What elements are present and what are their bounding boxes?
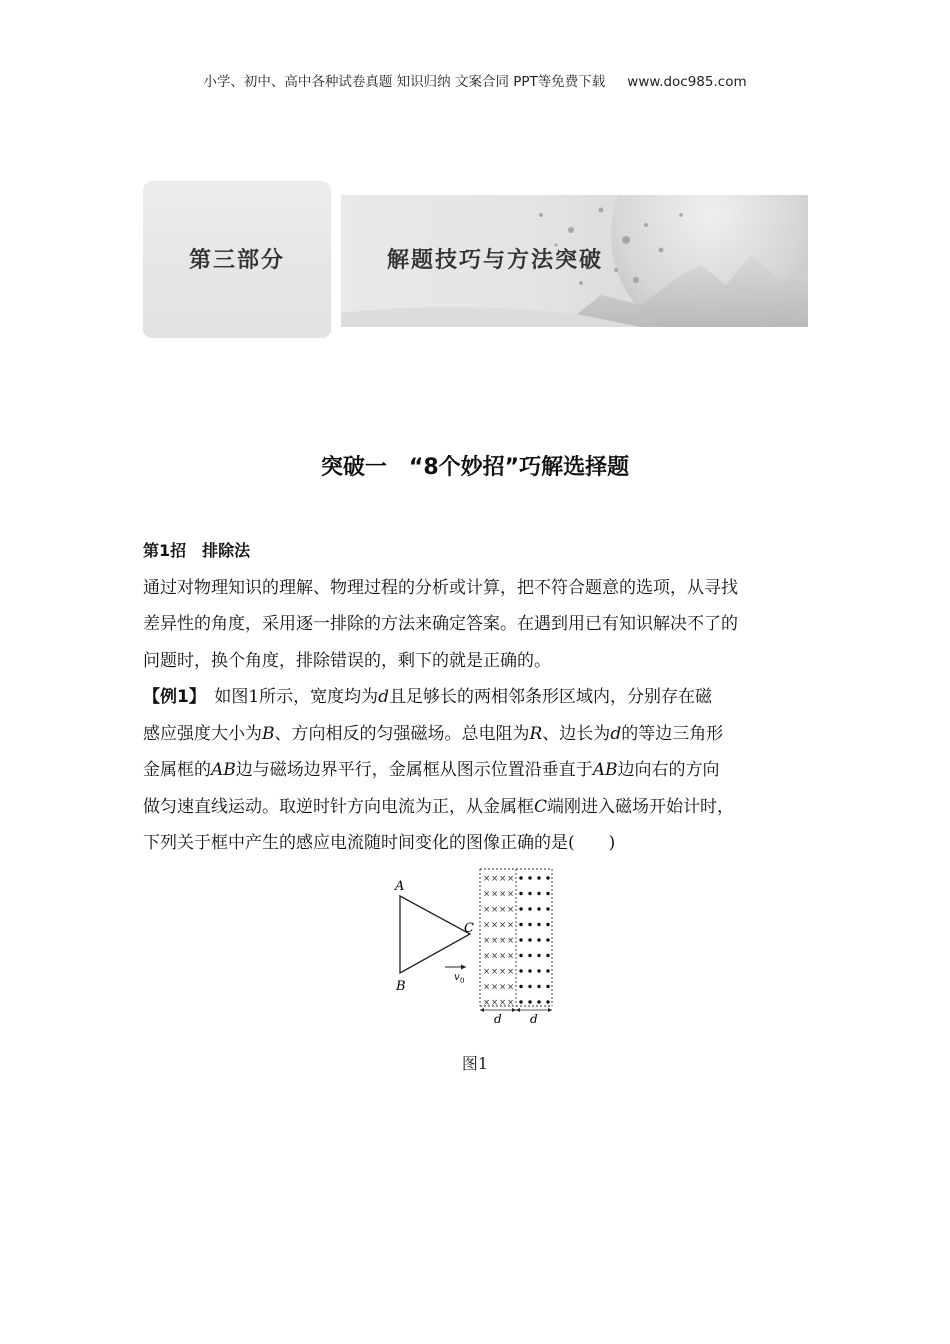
dot-symbol — [528, 923, 531, 926]
figure-1 — [390, 866, 570, 1030]
cross-symbol: × — [483, 874, 491, 884]
dot-symbol — [519, 892, 522, 895]
cross-symbol: × — [507, 967, 515, 977]
cross-symbol: × — [507, 951, 515, 962]
dot-symbol — [546, 969, 549, 972]
cross-symbol: × — [491, 982, 499, 993]
field-out-of-page-dots — [519, 876, 549, 1003]
figure-caption: 图1 — [461, 1054, 489, 1073]
example-line-1 — [143, 679, 823, 716]
triangle-frame — [400, 896, 470, 973]
example-text: 端刚进入磁场开始计时， — [547, 796, 735, 817]
dot-symbol — [537, 907, 540, 910]
dot-symbol — [546, 1000, 549, 1003]
label-A: A — [395, 879, 405, 894]
cross-symbol: × — [483, 905, 491, 915]
dot-symbol — [546, 985, 549, 988]
dot-symbol — [537, 985, 540, 988]
dot-symbol — [537, 969, 540, 972]
cross-symbol: × — [507, 874, 515, 884]
dot-symbol — [546, 954, 549, 957]
dot-symbol — [537, 1000, 540, 1003]
cross-symbol: × — [507, 920, 515, 931]
field-into-page-crosses — [483, 874, 514, 1008]
var-AB: AB — [211, 760, 236, 780]
cross-symbol: × — [507, 982, 515, 993]
dot-symbol — [546, 876, 549, 879]
dot-symbol — [537, 876, 540, 879]
arrow-head-icon — [548, 1008, 552, 1012]
cross-symbol: × — [507, 936, 515, 946]
dot-symbol — [528, 954, 531, 957]
dot-symbol — [528, 938, 531, 941]
dot-symbol — [519, 954, 522, 957]
example-text: 、方向相反的匀强磁场。总电阻为 — [274, 723, 530, 744]
cross-symbol: × — [499, 905, 507, 915]
cross-symbol: × — [491, 920, 499, 931]
example-line-3 — [143, 752, 823, 789]
header-text: 小学、初中、高中各种试卷真题 知识归纳 文案合同 PPT等免费下载 — [203, 74, 606, 90]
example-text: 如图1所示，宽度均为 — [197, 687, 379, 707]
arrow-head-icon — [461, 965, 466, 970]
cross-symbol: × — [507, 905, 515, 915]
var-AB: AB — [592, 760, 618, 780]
cross-symbol: × — [491, 874, 499, 884]
method-line-1: 通过对物理知识的理解、物理过程的分析或计算，把不符合题意的选项，从寻找 — [143, 577, 738, 598]
cross-symbol: × — [499, 936, 507, 946]
arrow-head-icon — [512, 1008, 516, 1012]
cross-symbol: × — [499, 998, 507, 1008]
part-title: 解题技巧与方法突破 — [387, 248, 604, 273]
content-body — [143, 533, 823, 862]
page-header — [0, 70, 950, 90]
cross-symbol: × — [491, 998, 499, 1008]
example-line-5: 下列关于框中产生的感应电流随时间变化的图像正确的是( ) — [143, 833, 616, 853]
var-d: d — [378, 687, 390, 707]
dot-symbol — [546, 938, 549, 941]
part-label-box — [143, 181, 331, 338]
cross-symbol: × — [491, 936, 499, 946]
dot-symbol — [528, 876, 531, 879]
dot-symbol — [546, 907, 549, 910]
dot-symbol — [546, 923, 549, 926]
var-B: B — [262, 723, 275, 744]
cross-symbol: × — [483, 951, 491, 962]
dot-symbol — [546, 892, 549, 895]
dot-symbol — [519, 1000, 522, 1003]
dot-symbol — [528, 1000, 531, 1003]
dot-symbol — [537, 938, 540, 941]
label-B: B — [396, 979, 406, 994]
dot-symbol — [528, 985, 531, 988]
dot-symbol — [528, 892, 531, 895]
dot-symbol — [537, 892, 540, 895]
var-C: C — [534, 796, 548, 817]
example-text: 且足够长的两相邻条形区域内，分别存在磁 — [389, 687, 713, 707]
section-title: 突破一 “8个妙招”巧解选择题 — [320, 455, 630, 480]
dot-symbol — [519, 985, 522, 988]
cross-symbol: × — [499, 967, 507, 977]
example-text: 感应强度大小为 — [143, 723, 262, 744]
dot-symbol — [519, 876, 522, 879]
cross-symbol: × — [491, 889, 499, 900]
example-text: 、边长为 — [542, 723, 611, 744]
width-label-2: d — [530, 1012, 538, 1026]
cross-symbol: × — [499, 889, 507, 900]
dot-symbol — [537, 923, 540, 926]
arrow-head-icon — [516, 1008, 520, 1012]
cross-symbol: × — [483, 998, 491, 1008]
example-text: 边向右的方向 — [617, 760, 720, 780]
dot-symbol — [519, 923, 522, 926]
example-tag: 【例1】 — [143, 687, 198, 707]
label-v-sub: 0 — [460, 977, 465, 985]
cross-symbol: × — [483, 967, 491, 977]
header-url[interactable]: www.doc985.com — [627, 74, 747, 90]
dot-symbol — [519, 938, 522, 941]
width-label-1: d — [494, 1012, 502, 1026]
cross-symbol: × — [499, 874, 507, 884]
example-text: 金属框的 — [143, 760, 211, 780]
dot-symbol — [537, 954, 540, 957]
cross-symbol: × — [483, 936, 491, 946]
label-v: v — [454, 972, 460, 983]
cross-symbol: × — [491, 905, 499, 915]
example-text: 的等边三角形 — [621, 723, 724, 744]
method-line-3: 问题时，换个角度，排除错误的，剩下的就是正确的。 — [143, 650, 551, 671]
example-line-4 — [143, 789, 823, 826]
magnetic-field-diagram — [390, 866, 570, 1026]
cross-symbol: × — [483, 889, 491, 900]
example-text: 边与磁场边界平行，金属框从图示位置沿垂直于 — [235, 760, 593, 780]
cross-symbol: × — [499, 951, 507, 962]
cross-symbol: × — [491, 967, 499, 977]
example-text: 做匀速直线运动。取逆时针方向电流为正，从金属框 — [143, 796, 534, 817]
label-C: C — [464, 921, 474, 936]
arrow-head-icon — [480, 1008, 484, 1012]
cross-symbol: × — [507, 998, 515, 1008]
dot-symbol — [528, 969, 531, 972]
part-title-banner — [341, 195, 808, 327]
var-R: R — [529, 723, 543, 744]
method-heading: 第1招 排除法 — [143, 541, 251, 560]
cross-symbol: × — [483, 982, 491, 993]
cross-symbol: × — [491, 951, 499, 962]
dot-symbol — [528, 907, 531, 910]
dot-symbol — [519, 969, 522, 972]
part-label: 第三部分 — [188, 248, 285, 273]
var-d: d — [610, 723, 622, 744]
cross-symbol: × — [483, 920, 491, 931]
example-line-2 — [143, 716, 823, 753]
cross-symbol: × — [507, 889, 515, 900]
cross-symbol: × — [499, 920, 507, 931]
method-line-2: 差异性的角度，采用逐一排除的方法来确定答案。在遇到用已有知识解决不了的 — [143, 614, 738, 634]
dot-symbol — [519, 907, 522, 910]
cross-symbol: × — [499, 982, 507, 993]
